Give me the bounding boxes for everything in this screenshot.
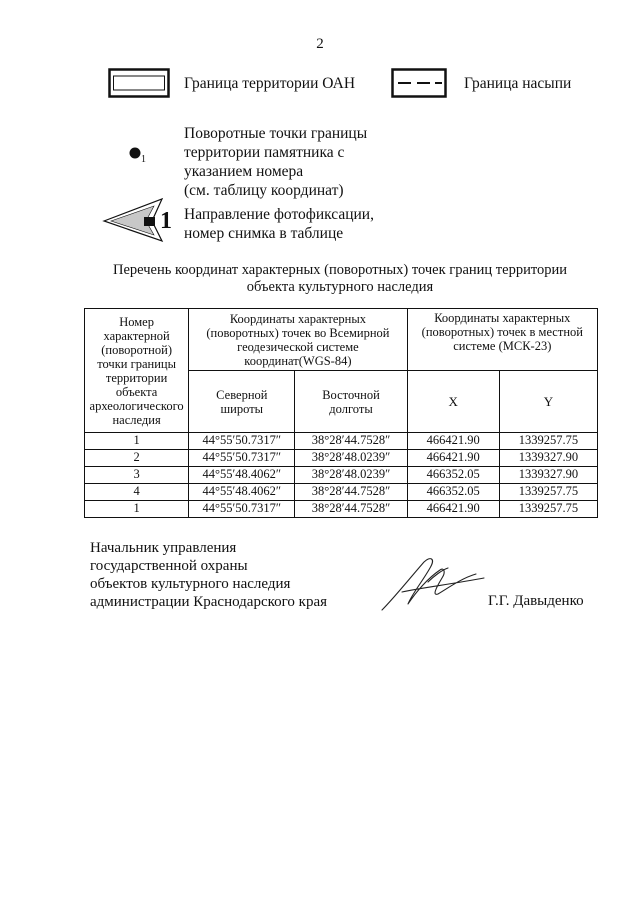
cell-y: 1339257.75	[499, 501, 597, 518]
cell-east: 38°28′48.0239″	[295, 450, 407, 467]
turning-points-description	[184, 124, 367, 200]
oan-boundary-symbol	[108, 68, 170, 98]
cell-north: 44°55′50.7317″	[189, 450, 295, 467]
header-local-coordinates: Координаты характерных (поворотных) точек в местной системе (МСК-23)	[407, 309, 597, 371]
embankment-boundary-label: Граница насыпи	[464, 75, 572, 92]
turning-points-line: (см. таблицу координат)	[184, 182, 344, 199]
signatory-line: Начальник управления	[90, 540, 237, 556]
signatory-line: объектов культурного наследия	[90, 576, 291, 592]
header-east-longitude: Восточной долготы	[295, 371, 407, 433]
photo-direction-description	[184, 205, 374, 243]
cell-y: 1339257.75	[499, 433, 597, 450]
photo-direction-line: Направление фотофиксации,	[184, 206, 374, 223]
embankment-boundary-symbol	[391, 68, 447, 98]
signatory-line: государственной охраны	[90, 558, 248, 574]
cell-x: 466352.05	[407, 484, 499, 501]
coordinates-table	[84, 308, 598, 518]
table-row	[85, 450, 598, 467]
cell-north: 44°55′48.4062″	[189, 467, 295, 484]
title-line: объекта культурного наследия	[246, 279, 434, 295]
header-north-latitude: Северной широты	[189, 371, 295, 433]
turning-points-line: Поворотные точки границы	[184, 125, 368, 142]
title-line: Перечень координат характерных (поворотных) точек границ территории	[112, 262, 568, 278]
cell-east: 38°28′44.7528″	[295, 484, 407, 501]
cell-north: 44°55′48.4062″	[189, 484, 295, 501]
cell-x: 466421.90	[407, 433, 499, 450]
cell-east: 38°28′44.7528″	[295, 433, 407, 450]
header-x: X	[407, 371, 499, 433]
table-row	[85, 467, 598, 484]
cell-point: 1	[85, 433, 189, 450]
table-row	[85, 484, 598, 501]
handwritten-signature	[372, 548, 494, 616]
cell-point: 1	[85, 501, 189, 518]
header-point-number: Номер характерной (поворотной) точки границы территории объекта археологического наследия	[85, 309, 189, 433]
cell-north: 44°55′50.7317″	[189, 433, 295, 450]
cell-y: 1339327.90	[499, 450, 597, 467]
cell-north: 44°55′50.7317″	[189, 501, 295, 518]
cell-point: 2	[85, 450, 189, 467]
cell-x: 466352.05	[407, 467, 499, 484]
cell-x: 466421.90	[407, 501, 499, 518]
signatory-line: администрации Краснодарского края	[90, 594, 328, 610]
header-y: Y	[499, 371, 597, 433]
coordinates-list-title	[60, 262, 620, 296]
cell-point: 3	[85, 467, 189, 484]
header-wgs84-coordinates: Координаты характерных (поворотных) точек во Всемирной геодезической системе координат(WGS-84)	[189, 309, 407, 371]
signatory-position	[90, 539, 327, 611]
table-row	[85, 501, 598, 518]
cell-x: 466421.90	[407, 450, 499, 467]
turning-point-dot-icon	[128, 146, 142, 160]
table-row	[85, 433, 598, 450]
oan-boundary-label: Граница территории ОАН	[184, 75, 356, 92]
photo-direction-line: номер снимка в таблице	[184, 225, 344, 242]
turning-point-marker-number: 1	[141, 154, 146, 165]
turning-points-line: территории памятника с	[184, 144, 345, 161]
cell-y: 1339257.75	[499, 484, 597, 501]
cell-east: 38°28′48.0239″	[295, 467, 407, 484]
page-number: 2	[316, 36, 324, 52]
photo-direction-arrow-icon	[102, 197, 164, 243]
cell-east: 38°28′44.7528″	[295, 501, 407, 518]
cell-y: 1339327.90	[499, 467, 597, 484]
photo-marker-number: 1	[160, 208, 172, 234]
turning-points-line: указанием номера	[184, 163, 304, 180]
cell-point: 4	[85, 484, 189, 501]
signatory-name: Г.Г. Давыденко	[488, 593, 584, 609]
